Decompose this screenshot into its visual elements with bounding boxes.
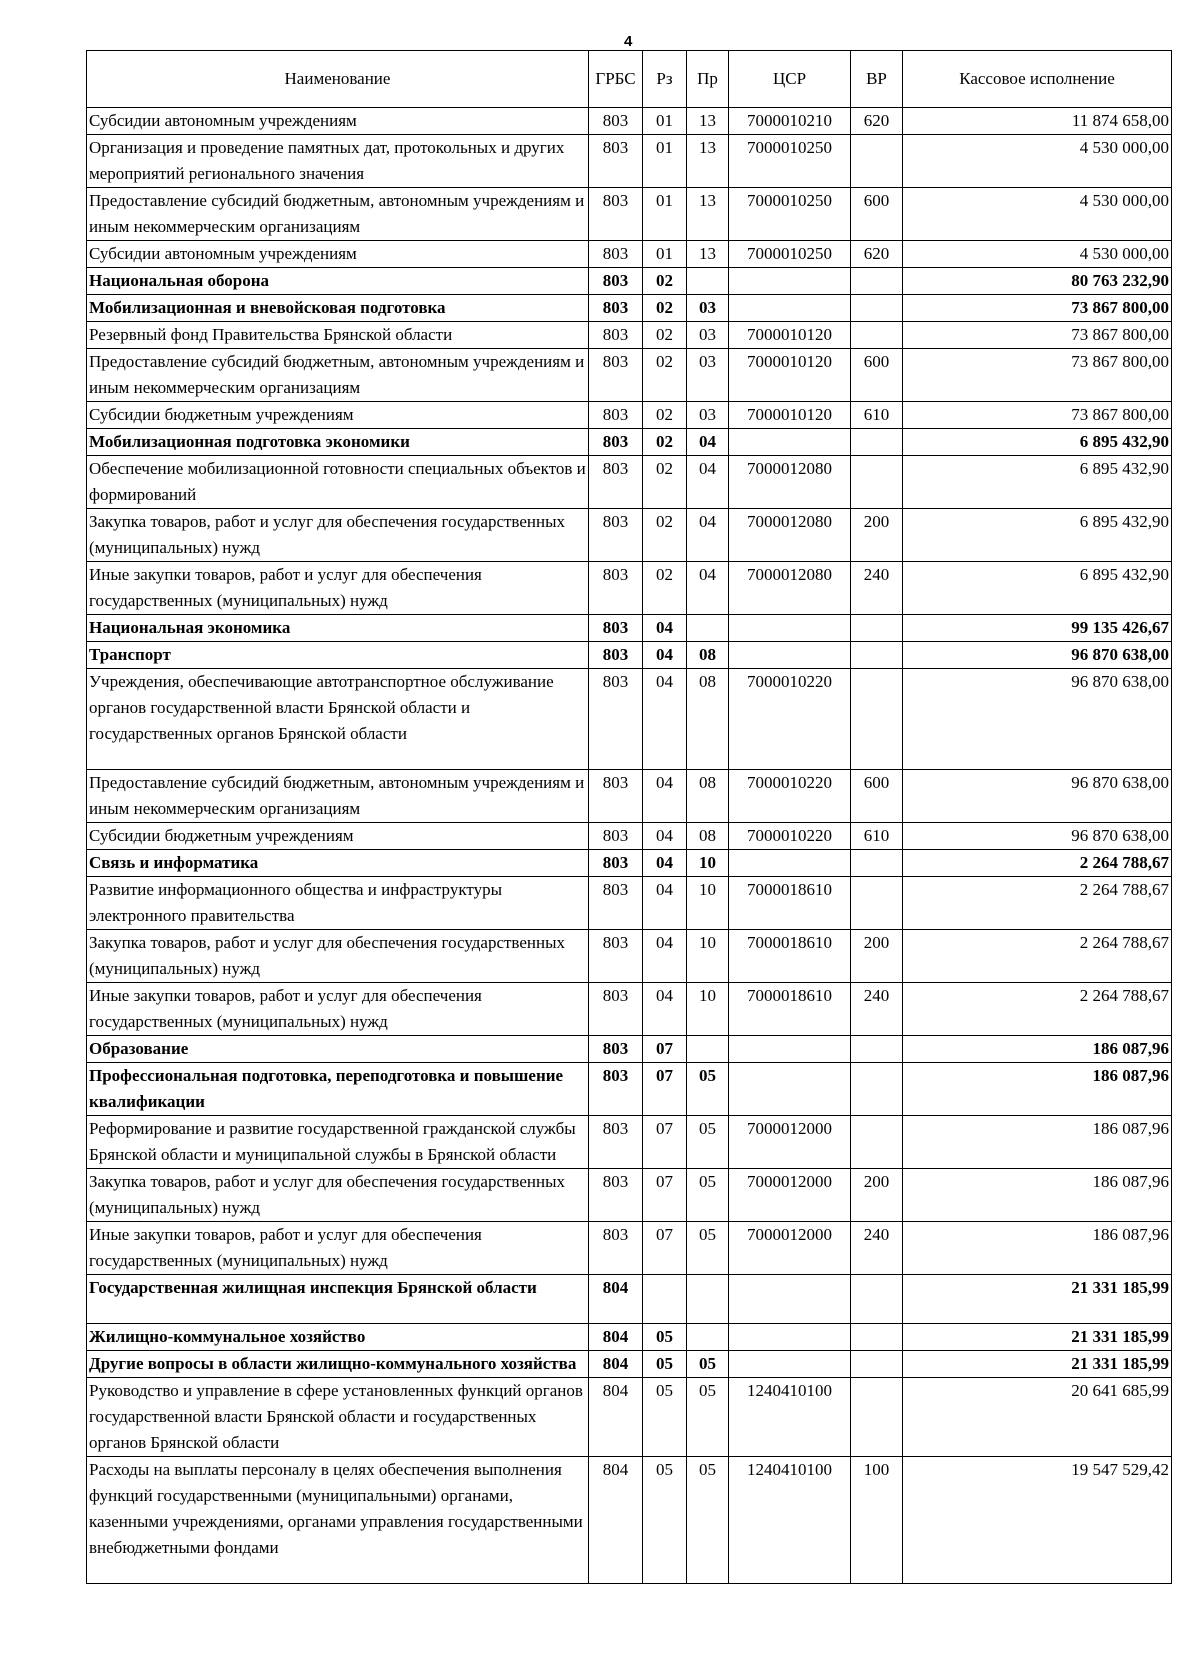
row-grbs: 803 xyxy=(589,349,643,402)
row-vr: 620 xyxy=(851,108,903,135)
row-rz: 04 xyxy=(643,877,687,930)
row-amount: 6 895 432,90 xyxy=(903,509,1172,562)
row-rz: 02 xyxy=(643,322,687,349)
row-pr: 04 xyxy=(687,562,729,615)
row-csr xyxy=(729,1036,851,1063)
row-pr: 08 xyxy=(687,642,729,669)
row-csr xyxy=(729,268,851,295)
table-header-row xyxy=(87,51,1172,108)
row-name: Реформирование и развитие государственной гражданской службы Брянской области и муниципальной службы в Брянской области xyxy=(87,1116,589,1169)
row-name: Субсидии автономным учреждениям xyxy=(87,241,589,268)
row-name: Субсидии автономным учреждениям xyxy=(87,108,589,135)
row-rz: 04 xyxy=(643,669,687,770)
row-grbs: 803 xyxy=(589,322,643,349)
row-grbs: 803 xyxy=(589,669,643,770)
row-grbs: 803 xyxy=(589,823,643,850)
row-vr: 240 xyxy=(851,983,903,1036)
row-grbs: 803 xyxy=(589,562,643,615)
table-row xyxy=(87,135,1172,188)
row-grbs: 803 xyxy=(589,241,643,268)
row-rz: 01 xyxy=(643,135,687,188)
row-vr xyxy=(851,1324,903,1351)
row-pr xyxy=(687,615,729,642)
table-row xyxy=(87,1169,1172,1222)
table-row xyxy=(87,1378,1172,1457)
row-amount: 73 867 800,00 xyxy=(903,402,1172,429)
row-csr: 7000018610 xyxy=(729,877,851,930)
row-pr: 05 xyxy=(687,1351,729,1378)
table-row xyxy=(87,1116,1172,1169)
row-grbs: 803 xyxy=(589,429,643,456)
row-grbs: 803 xyxy=(589,268,643,295)
row-name: Национальная оборона xyxy=(87,268,589,295)
row-pr: 04 xyxy=(687,456,729,509)
row-amount: 2 264 788,67 xyxy=(903,877,1172,930)
row-name: Обеспечение мобилизационной готовности специальных объектов и формирований xyxy=(87,456,589,509)
row-vr: 200 xyxy=(851,509,903,562)
row-vr xyxy=(851,429,903,456)
table-row xyxy=(87,1324,1172,1351)
row-rz: 01 xyxy=(643,241,687,268)
row-vr: 600 xyxy=(851,770,903,823)
table-row xyxy=(87,322,1172,349)
row-grbs: 804 xyxy=(589,1457,643,1584)
row-vr xyxy=(851,322,903,349)
table-row xyxy=(87,1036,1172,1063)
row-name: Жилищно-коммунальное хозяйство xyxy=(87,1324,589,1351)
row-csr xyxy=(729,1351,851,1378)
row-pr: 05 xyxy=(687,1222,729,1275)
row-rz: 01 xyxy=(643,188,687,241)
row-name: Транспорт xyxy=(87,642,589,669)
row-vr xyxy=(851,135,903,188)
row-rz: 07 xyxy=(643,1222,687,1275)
row-pr: 10 xyxy=(687,877,729,930)
row-rz: 02 xyxy=(643,349,687,402)
row-grbs: 803 xyxy=(589,770,643,823)
row-csr xyxy=(729,1063,851,1116)
row-rz: 05 xyxy=(643,1351,687,1378)
table-row xyxy=(87,823,1172,850)
row-rz: 04 xyxy=(643,930,687,983)
row-csr: 7000010250 xyxy=(729,241,851,268)
row-rz: 04 xyxy=(643,850,687,877)
row-csr: 7000010220 xyxy=(729,770,851,823)
row-amount: 96 870 638,00 xyxy=(903,669,1172,770)
row-grbs: 803 xyxy=(589,1063,643,1116)
row-csr: 7000010250 xyxy=(729,135,851,188)
row-name: Профессиональная подготовка, переподготовка и повышение квалификации xyxy=(87,1063,589,1116)
row-pr: 08 xyxy=(687,770,729,823)
row-rz: 05 xyxy=(643,1378,687,1457)
row-rz: 02 xyxy=(643,268,687,295)
row-amount: 6 895 432,90 xyxy=(903,429,1172,456)
row-csr: 7000012080 xyxy=(729,562,851,615)
row-csr: 7000012000 xyxy=(729,1169,851,1222)
table-row xyxy=(87,349,1172,402)
row-amount: 21 331 185,99 xyxy=(903,1275,1172,1324)
row-csr xyxy=(729,850,851,877)
table-row xyxy=(87,268,1172,295)
table-row xyxy=(87,983,1172,1036)
row-pr xyxy=(687,268,729,295)
row-vr: 200 xyxy=(851,930,903,983)
row-pr: 13 xyxy=(687,108,729,135)
table-row xyxy=(87,295,1172,322)
row-csr: 7000010120 xyxy=(729,402,851,429)
row-vr: 200 xyxy=(851,1169,903,1222)
row-name: Предоставление субсидий бюджетным, автономным учреждениям и иным некоммерческим организациям xyxy=(87,349,589,402)
row-rz: 02 xyxy=(643,402,687,429)
row-pr xyxy=(687,1324,729,1351)
row-grbs: 803 xyxy=(589,456,643,509)
table-row xyxy=(87,770,1172,823)
row-grbs: 803 xyxy=(589,1116,643,1169)
row-name: Руководство и управление в сфере установленных функций органов государственной власти Брянской области и государственных органов Брянской области xyxy=(87,1378,589,1457)
row-amount: 186 087,96 xyxy=(903,1169,1172,1222)
row-pr: 03 xyxy=(687,402,729,429)
row-name: Мобилизационная подготовка экономики xyxy=(87,429,589,456)
row-name: Учреждения, обеспечивающие автотранспортное обслуживание органов государственной власти Брянской области и государственных органов Брянской области xyxy=(87,669,589,770)
row-pr: 13 xyxy=(687,241,729,268)
row-rz: 04 xyxy=(643,823,687,850)
row-vr: 620 xyxy=(851,241,903,268)
header-name: Наименование xyxy=(87,51,589,108)
row-name: Иные закупки товаров, работ и услуг для обеспечения государственных (муниципальных) нужд xyxy=(87,983,589,1036)
row-amount: 96 870 638,00 xyxy=(903,823,1172,850)
row-amount: 2 264 788,67 xyxy=(903,930,1172,983)
row-amount: 2 264 788,67 xyxy=(903,983,1172,1036)
row-rz: 07 xyxy=(643,1116,687,1169)
row-name: Иные закупки товаров, работ и услуг для обеспечения государственных (муниципальных) нужд xyxy=(87,1222,589,1275)
row-amount: 186 087,96 xyxy=(903,1222,1172,1275)
row-pr: 05 xyxy=(687,1378,729,1457)
row-vr: 240 xyxy=(851,1222,903,1275)
row-grbs: 803 xyxy=(589,1222,643,1275)
row-pr xyxy=(687,1275,729,1324)
row-name: Развитие информационного общества и инфраструктуры электронного правительства xyxy=(87,877,589,930)
table-row xyxy=(87,1063,1172,1116)
row-grbs: 803 xyxy=(589,850,643,877)
row-rz: 01 xyxy=(643,108,687,135)
row-csr xyxy=(729,615,851,642)
row-pr: 13 xyxy=(687,135,729,188)
row-pr: 13 xyxy=(687,188,729,241)
row-grbs: 803 xyxy=(589,983,643,1036)
row-name: Расходы на выплаты персоналу в целях обеспечения выполнения функций государственными (муниципальными) органами, казенными учреждениями, органами управления государственными внебюджетными фондами xyxy=(87,1457,589,1584)
row-csr: 7000012000 xyxy=(729,1222,851,1275)
row-vr xyxy=(851,669,903,770)
row-vr xyxy=(851,1063,903,1116)
header-vr: ВР xyxy=(851,51,903,108)
row-rz xyxy=(643,1275,687,1324)
row-amount: 20 641 685,99 xyxy=(903,1378,1172,1457)
row-grbs: 803 xyxy=(589,108,643,135)
table-row xyxy=(87,1275,1172,1324)
row-amount: 186 087,96 xyxy=(903,1116,1172,1169)
row-rz: 07 xyxy=(643,1063,687,1116)
row-grbs: 804 xyxy=(589,1351,643,1378)
row-amount: 21 331 185,99 xyxy=(903,1351,1172,1378)
row-pr: 03 xyxy=(687,295,729,322)
row-grbs: 803 xyxy=(589,642,643,669)
row-amount: 21 331 185,99 xyxy=(903,1324,1172,1351)
row-grbs: 803 xyxy=(589,930,643,983)
row-grbs: 804 xyxy=(589,1378,643,1457)
row-rz: 04 xyxy=(643,983,687,1036)
row-rz: 04 xyxy=(643,642,687,669)
table-row xyxy=(87,509,1172,562)
row-csr: 7000010210 xyxy=(729,108,851,135)
row-csr xyxy=(729,1324,851,1351)
table-row xyxy=(87,188,1172,241)
row-name: Предоставление субсидий бюджетным, автономным учреждениям и иным некоммерческим организациям xyxy=(87,188,589,241)
row-amount: 73 867 800,00 xyxy=(903,295,1172,322)
row-rz: 02 xyxy=(643,429,687,456)
table-row xyxy=(87,108,1172,135)
row-amount: 2 264 788,67 xyxy=(903,850,1172,877)
row-pr: 03 xyxy=(687,322,729,349)
row-grbs: 804 xyxy=(589,1324,643,1351)
row-pr: 08 xyxy=(687,823,729,850)
row-pr: 05 xyxy=(687,1063,729,1116)
row-vr: 240 xyxy=(851,562,903,615)
table-row xyxy=(87,1222,1172,1275)
row-csr: 1240410100 xyxy=(729,1457,851,1584)
row-csr: 7000010220 xyxy=(729,823,851,850)
row-vr xyxy=(851,615,903,642)
table-row xyxy=(87,930,1172,983)
row-rz: 02 xyxy=(643,562,687,615)
row-csr: 7000018610 xyxy=(729,930,851,983)
row-vr xyxy=(851,642,903,669)
row-name: Резервный фонд Правительства Брянской области xyxy=(87,322,589,349)
row-grbs: 803 xyxy=(589,295,643,322)
row-name: Иные закупки товаров, работ и услуг для обеспечения государственных (муниципальных) нужд xyxy=(87,562,589,615)
row-amount: 4 530 000,00 xyxy=(903,241,1172,268)
table-row xyxy=(87,429,1172,456)
row-grbs: 803 xyxy=(589,615,643,642)
row-name: Субсидии бюджетным учреждениям xyxy=(87,402,589,429)
row-pr: 05 xyxy=(687,1116,729,1169)
row-amount: 96 870 638,00 xyxy=(903,642,1172,669)
row-rz: 02 xyxy=(643,295,687,322)
table-body xyxy=(87,108,1172,1584)
row-csr: 7000012000 xyxy=(729,1116,851,1169)
row-amount: 73 867 800,00 xyxy=(903,349,1172,402)
row-grbs: 803 xyxy=(589,1169,643,1222)
row-csr: 7000012080 xyxy=(729,456,851,509)
row-grbs: 803 xyxy=(589,188,643,241)
row-name: Закупка товаров, работ и услуг для обеспечения государственных (муниципальных) нужд xyxy=(87,509,589,562)
row-pr xyxy=(687,1036,729,1063)
row-pr: 08 xyxy=(687,669,729,770)
row-amount: 80 763 232,90 xyxy=(903,268,1172,295)
header-rz: Рз xyxy=(643,51,687,108)
table-row xyxy=(87,562,1172,615)
table-row xyxy=(87,456,1172,509)
row-rz: 04 xyxy=(643,770,687,823)
page-number: 4 xyxy=(624,33,633,50)
row-name: Государственная жилищная инспекция Брянской области xyxy=(87,1275,589,1324)
row-pr: 10 xyxy=(687,850,729,877)
row-vr xyxy=(851,1275,903,1324)
row-pr: 10 xyxy=(687,930,729,983)
table-row xyxy=(87,615,1172,642)
row-rz: 02 xyxy=(643,456,687,509)
table-row xyxy=(87,1457,1172,1584)
row-csr xyxy=(729,295,851,322)
row-grbs: 803 xyxy=(589,877,643,930)
row-vr xyxy=(851,1116,903,1169)
row-rz: 07 xyxy=(643,1036,687,1063)
row-amount: 73 867 800,00 xyxy=(903,322,1172,349)
row-csr: 1240410100 xyxy=(729,1378,851,1457)
row-vr xyxy=(851,456,903,509)
row-vr xyxy=(851,1351,903,1378)
row-amount: 4 530 000,00 xyxy=(903,188,1172,241)
row-vr xyxy=(851,1378,903,1457)
row-pr: 03 xyxy=(687,349,729,402)
row-csr: 7000012080 xyxy=(729,509,851,562)
row-amount: 186 087,96 xyxy=(903,1063,1172,1116)
row-rz: 04 xyxy=(643,615,687,642)
row-name: Закупка товаров, работ и услуг для обеспечения государственных (муниципальных) нужд xyxy=(87,930,589,983)
row-pr: 05 xyxy=(687,1457,729,1584)
row-grbs: 803 xyxy=(589,509,643,562)
row-amount: 11 874 658,00 xyxy=(903,108,1172,135)
row-csr xyxy=(729,1275,851,1324)
row-vr xyxy=(851,295,903,322)
row-amount: 19 547 529,42 xyxy=(903,1457,1172,1584)
row-csr: 7000010120 xyxy=(729,322,851,349)
row-name: Другие вопросы в области жилищно-коммунального хозяйства xyxy=(87,1351,589,1378)
row-vr: 610 xyxy=(851,823,903,850)
table-row xyxy=(87,877,1172,930)
row-name: Закупка товаров, работ и услуг для обеспечения государственных (муниципальных) нужд xyxy=(87,1169,589,1222)
row-grbs: 803 xyxy=(589,402,643,429)
row-grbs: 804 xyxy=(589,1275,643,1324)
row-vr xyxy=(851,1036,903,1063)
row-name: Образование xyxy=(87,1036,589,1063)
row-grbs: 803 xyxy=(589,135,643,188)
row-pr: 10 xyxy=(687,983,729,1036)
row-vr xyxy=(851,850,903,877)
table-row xyxy=(87,241,1172,268)
header-grbs: ГРБС xyxy=(589,51,643,108)
row-vr: 600 xyxy=(851,188,903,241)
row-csr: 7000018610 xyxy=(729,983,851,1036)
row-name: Организация и проведение памятных дат, протокольных и других мероприятий регионального значения xyxy=(87,135,589,188)
row-name: Мобилизационная и вневойсковая подготовка xyxy=(87,295,589,322)
row-rz: 07 xyxy=(643,1169,687,1222)
table-row xyxy=(87,1351,1172,1378)
row-name: Связь и информатика xyxy=(87,850,589,877)
row-amount: 6 895 432,90 xyxy=(903,456,1172,509)
row-vr xyxy=(851,877,903,930)
row-rz: 05 xyxy=(643,1324,687,1351)
row-pr: 05 xyxy=(687,1169,729,1222)
row-amount: 96 870 638,00 xyxy=(903,770,1172,823)
header-csr: ЦСР xyxy=(729,51,851,108)
table-row xyxy=(87,669,1172,770)
table-row xyxy=(87,850,1172,877)
row-pr: 04 xyxy=(687,429,729,456)
row-name: Предоставление субсидий бюджетным, автономным учреждениям и иным некоммерческим организациям xyxy=(87,770,589,823)
row-rz: 02 xyxy=(643,509,687,562)
row-amount: 6 895 432,90 xyxy=(903,562,1172,615)
row-csr: 7000010120 xyxy=(729,349,851,402)
row-pr: 04 xyxy=(687,509,729,562)
row-csr xyxy=(729,429,851,456)
budget-table xyxy=(86,50,1172,1584)
row-vr: 100 xyxy=(851,1457,903,1584)
row-csr: 7000010250 xyxy=(729,188,851,241)
row-rz: 05 xyxy=(643,1457,687,1584)
row-csr: 7000010220 xyxy=(729,669,851,770)
row-vr: 600 xyxy=(851,349,903,402)
row-name: Национальная экономика xyxy=(87,615,589,642)
row-vr: 610 xyxy=(851,402,903,429)
row-vr xyxy=(851,268,903,295)
table-row xyxy=(87,642,1172,669)
row-amount: 186 087,96 xyxy=(903,1036,1172,1063)
table-row xyxy=(87,402,1172,429)
row-amount: 4 530 000,00 xyxy=(903,135,1172,188)
header-amount: Кассовое исполнение xyxy=(903,51,1172,108)
row-grbs: 803 xyxy=(589,1036,643,1063)
row-csr xyxy=(729,642,851,669)
header-pr: Пр xyxy=(687,51,729,108)
row-name: Субсидии бюджетным учреждениям xyxy=(87,823,589,850)
row-amount: 99 135 426,67 xyxy=(903,615,1172,642)
